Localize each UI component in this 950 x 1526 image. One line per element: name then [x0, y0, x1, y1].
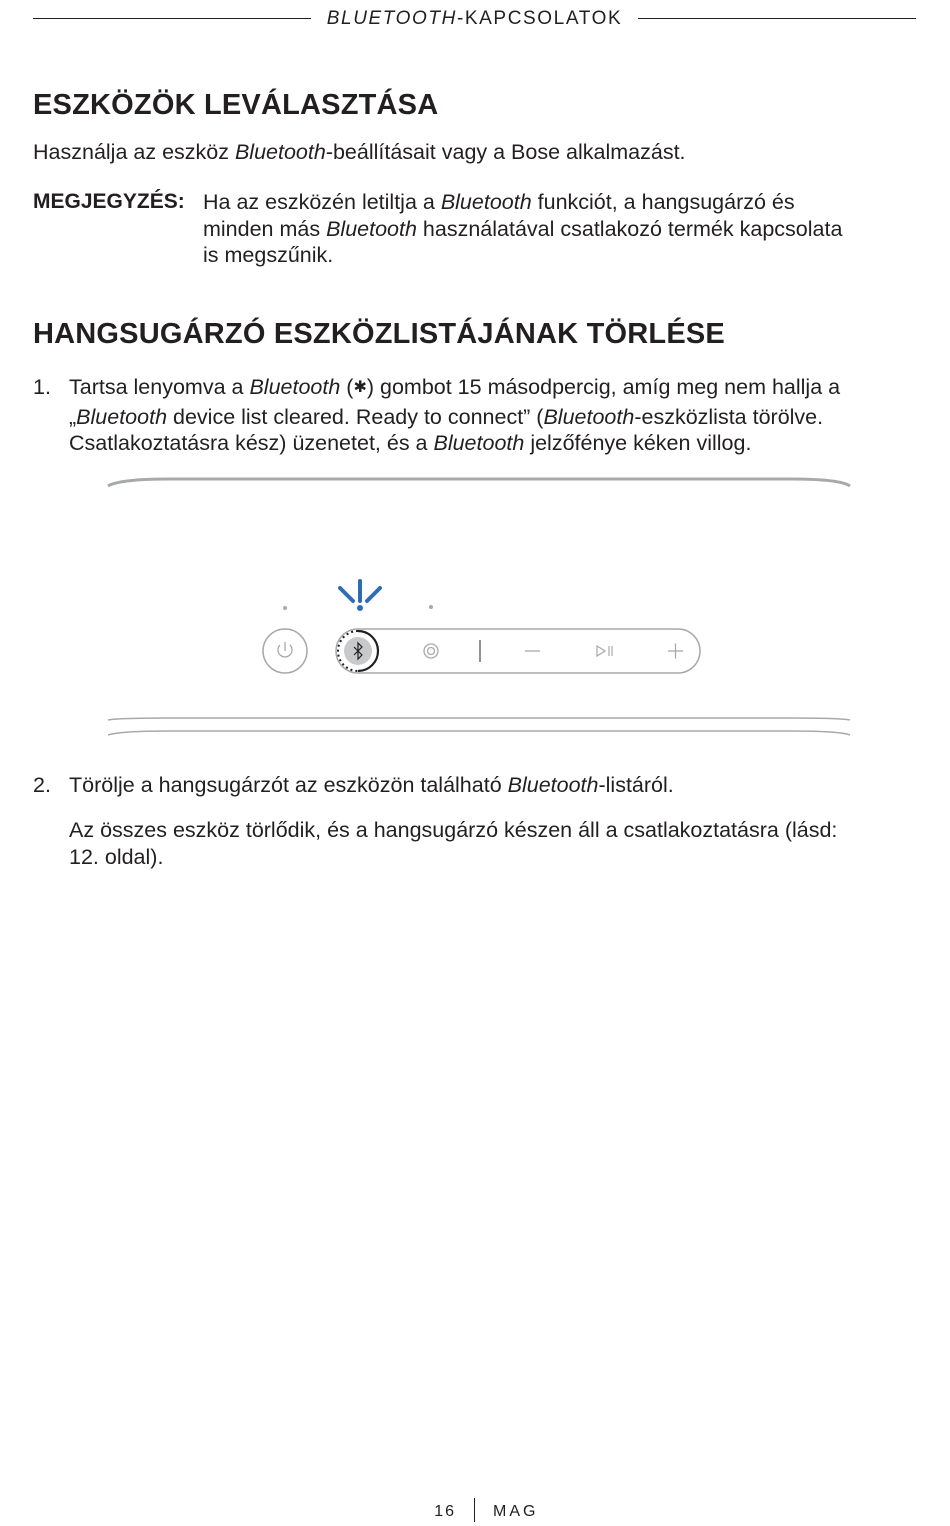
page-footer [0, 1498, 950, 1526]
step-number: 1. [33, 375, 51, 399]
power-icon [278, 642, 292, 657]
section-heading-disconnect: ESZKÖZÖK LEVÁLASZTÁSA [33, 89, 439, 121]
speaker-button-diagram [100, 470, 860, 750]
bluetooth-light-blink-icon [340, 581, 380, 611]
power-button [263, 629, 307, 673]
step-1-text: Tartsa lenyomva a Bluetooth (✱) gombot 15 másodpercig, amíg meg nem hallja a „Bluetooth device list cleared. Ready to connect” (Bluetooth-eszközlista törölve. Csatlakoztatásra kész) üzenetet, és a Bluetooth jelzőfénye kéken villog. [69, 375, 841, 455]
footer-separator [474, 1498, 475, 1522]
volume-up-icon [668, 644, 683, 659]
step-2-text: Törölje a hangsugárzót az eszközön található Bluetooth-listáról. [69, 773, 674, 797]
step-number: 2. [33, 773, 51, 797]
section-heading-clear-list: HANGSUGÁRZÓ ESZKÖZLISTÁJÁNAK TÖRLÉSE [33, 318, 725, 350]
product-model: MAG [493, 1503, 539, 1520]
control-bar [336, 629, 700, 673]
note-text: Ha az eszközén letiltja a Bluetooth funkciót, a hangsugárzó és minden más Bluetooth használatával csatlakozó termék kapcsolata is megszűnik. [203, 190, 843, 267]
bluetooth-button [338, 631, 378, 671]
bluetooth-inline-icon: ✱ [353, 379, 367, 396]
speaker-top-edge [108, 479, 850, 486]
speaker-bottom-edge-1 [108, 718, 850, 720]
section-body-disconnect: Használja az eszköz Bluetooth-beállításait vagy a Bose alkalmazást. [33, 140, 686, 164]
action-indicator-dot [429, 605, 433, 609]
running-header [33, 8, 916, 30]
play-pause-icon [597, 646, 612, 656]
power-indicator-dot [283, 606, 287, 610]
page-number: 16 [434, 1503, 456, 1520]
speaker-bottom-edge-2 [108, 731, 850, 735]
step-2-followup: Az összes eszköz törlődik, és a hangsugárzó készen áll a csatlakoztatásra (lásd: 12. oldal). [69, 818, 838, 869]
action-icon [424, 644, 438, 658]
header-title: BLUETOOTH-KAPCSOLATOK [326, 8, 623, 29]
header-rule-right [638, 18, 916, 19]
note-label: MEGJEGYZÉS: [33, 190, 185, 213]
